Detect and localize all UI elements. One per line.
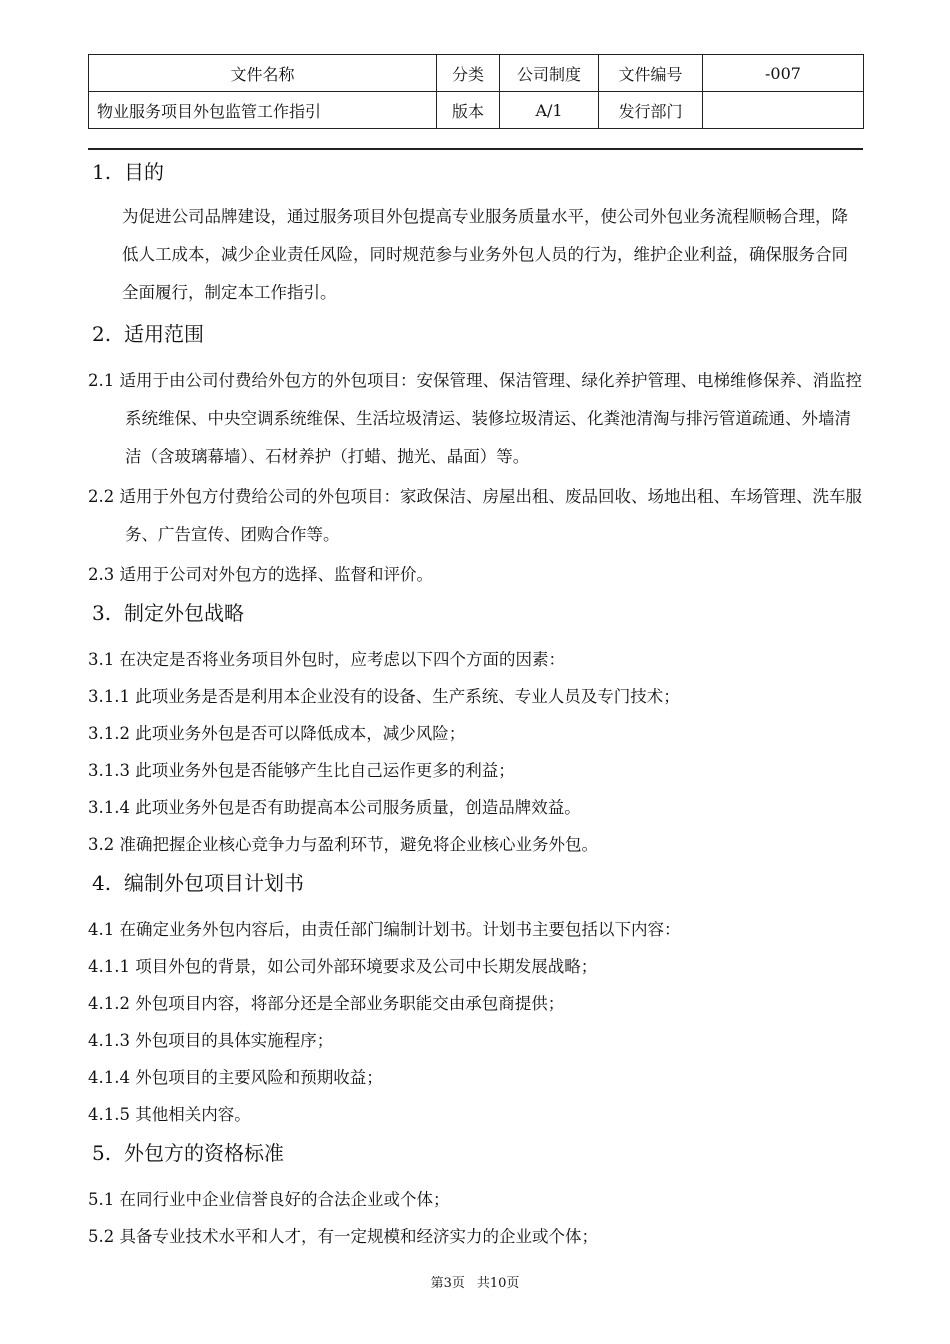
page-total: 共10页 [476, 1276, 520, 1291]
header-divider [88, 148, 863, 150]
document-header-table [88, 54, 864, 129]
section-title: 适用范围 [124, 322, 204, 346]
file-number-label: 文件编号 [599, 55, 703, 92]
section-3-heading [88, 593, 863, 633]
list-item: 4.1.1 项目外包的背景，如公司外部环境要求及公司中长期发展战略； [88, 957, 598, 976]
section-number: 5. [92, 1141, 112, 1165]
list-item: 5.2 具备专业技术水平和人才，有一定规模和经济实力的企业或个体； [88, 1227, 598, 1246]
list-item: 4.1.5 其他相关内容。 [88, 1105, 251, 1124]
section-title: 编制外包项目计划书 [124, 871, 304, 895]
version-value: A/1 [500, 92, 599, 129]
section-title: 制定外包战略 [124, 601, 244, 625]
list-item: 4.1.4 外包项目的主要风险和预期收益； [88, 1068, 383, 1087]
section-number: 1. [92, 160, 112, 184]
page-number: 第3页 [430, 1276, 465, 1291]
list-item: 3.1.2 此项业务外包是否可以降低成本，减少风险； [88, 724, 466, 743]
list-item: 3.1.1 此项业务是否是利用本企业没有的设备、生产系统、专业人员及专门技术； [88, 687, 680, 706]
section-title: 外包方的资格标准 [124, 1141, 284, 1165]
document-title: 物业服务项目外包监管工作指引 [89, 92, 437, 129]
list-item: 4.1.3 外包项目的具体实施程序； [88, 1031, 334, 1050]
list-item: 2.2 适用于外包方付费给公司的外包项目：家政保洁、房屋出租、废品回收、场地出租、车场管理、洗车服务、广告宣传、团购合作等。 [88, 487, 862, 544]
list-item: 3.1.3 此项业务外包是否能够产生比自己运作更多的利益； [88, 761, 515, 780]
section-number: 3. [92, 601, 112, 625]
department-label: 发行部门 [599, 92, 703, 129]
document-body [88, 152, 863, 1255]
section-5-heading [88, 1133, 863, 1173]
department-value [703, 92, 864, 129]
list-item: 3.1.4 此项业务外包是否有助提高本公司服务质量，创造品牌效益。 [88, 798, 581, 817]
list-item: 2.1 适用于由公司付费给外包方的外包项目：安保管理、保洁管理、绿化养护管理、电梯维修保养、消监控系统维保、中央空调系统维保、生活垃圾清运、装修垃圾清运、化粪池清淘与排污管道疏通、外墙清洁（含玻璃幕墙）、石材养护（打蜡、抛光、晶面）等。 [88, 371, 862, 466]
page-footer [0, 1272, 950, 1291]
section-1-paragraph: 为促进公司品牌建设，通过服务项目外包提高专业服务质量水平，使公司外包业务流程顺畅合理，降低人工成本，减少企业责任风险，同时规范参与业务外包人员的行为，维护企业利益，确保服务合同全面履行，制定本工作指引。 [122, 207, 848, 302]
file-name-label: 文件名称 [89, 55, 437, 92]
list-item: 2.3 适用于公司对外包方的选择、监督和评价。 [88, 565, 433, 584]
category-label: 分类 [437, 55, 500, 92]
section-1-heading [88, 152, 863, 192]
section-number: 2. [92, 322, 112, 346]
section-number: 4. [92, 871, 112, 895]
list-item: 4.1 在确定业务外包内容后，由责任部门编制计划书。计划书主要包括以下内容： [88, 920, 681, 939]
header-row-1 [89, 55, 864, 92]
section-4-heading [88, 863, 863, 903]
list-item: 3.2 准确把握企业核心竞争力与盈利环节，避免将企业核心业务外包。 [88, 835, 598, 854]
section-2-heading [88, 314, 863, 354]
version-label: 版本 [437, 92, 500, 129]
list-item: 3.1 在决定是否将业务项目外包时，应考虑以下四个方面的因素： [88, 650, 565, 669]
category-value: 公司制度 [500, 55, 599, 92]
file-number-value: -007 [703, 55, 864, 92]
header-row-2 [89, 92, 864, 129]
section-title: 目的 [124, 160, 164, 184]
list-item: 4.1.2 外包项目内容，将部分还是全部业务职能交由承包商提供； [88, 994, 565, 1013]
list-item: 5.1 在同行业中企业信誉良好的合法企业或个体； [88, 1190, 450, 1209]
